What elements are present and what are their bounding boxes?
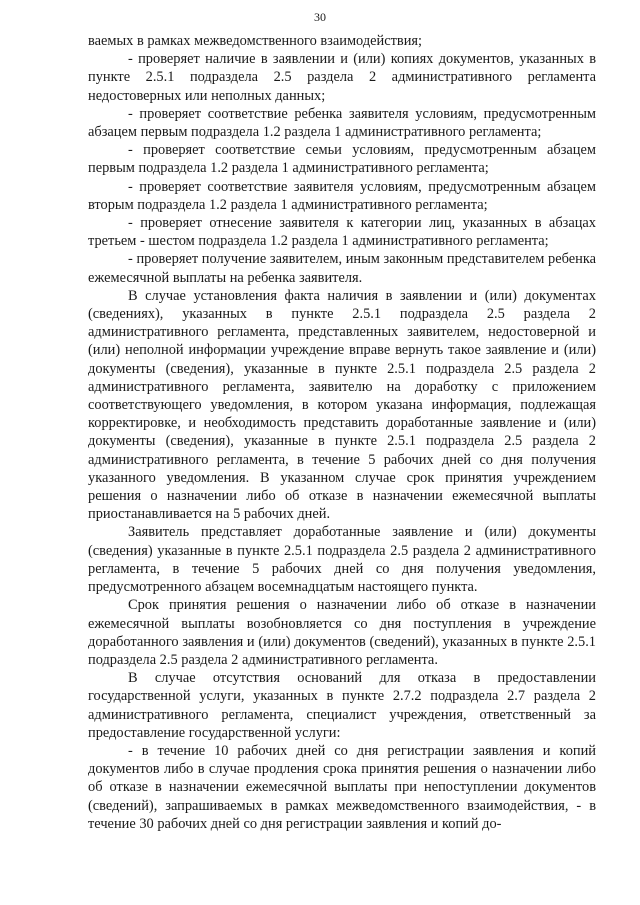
list-item: - проверяет соответствие заявителя условиям, предусмотренным абзацем вторым подраздела 1.2 раздела 1 административного регламента; (88, 178, 596, 213)
paragraph: В случае отсутствия оснований для отказа в предоставлении государственной услуги, указанных в пункте 2.7.2 подраздела 2.7 раздела 2 административного регламента, специалист учреждения, ответственный за предоставление государственной услуги: (88, 670, 596, 741)
list-item: - проверяет получение заявителем, иным законным представителем ребенка ежемесячной выплаты на ребенка заявителя. (88, 251, 596, 286)
page-number: 30 (314, 10, 326, 24)
paragraph: Заявитель представляет доработанные заявление и (или) документы (сведения) указанные в пункте 2.5.1 подраздела 2.5 раздела 2 административного регламента, в течение 5 рабочих дней со дня получения уведомления, предусмотренного абзацем восемнадцатым настоящего пункта. (88, 524, 596, 596)
document-body (88, 32, 596, 833)
paragraph: В случае установления факта наличия в заявлении и (или) документах (сведениях), указанных в пункте 2.5.1 подраздела 2.5 раздела 2 административного регламента, представленных заявителем, недостоверной и (или) неполной информации учреждение вправе вернуть такое заявление и (или) документы (сведения), указанные в пункте 2.5.1 подраздела 2.5 раздела 2 административного регламента, заявителю на доработку с приложением соответствующего уведомления, в котором указана информация, подлежащая корректировке, и необходимость представить доработанные заявление и (или) документы (сведения), указанные в пункте 2.5.1 подраздела 2.5 раздела 2 административного регламента, в течение 5 рабочих дней со дня получения указанного уведомления. В указанном случае срок принятия учреждением решения о назначении либо об отказе в назначении ежемесячной выплаты приостанавливается на 5 рабочих дней. (88, 287, 596, 523)
list-item: - проверяет соответствие ребенка заявителя условиям, предусмотренным абзацем первым подраздела 1.2 раздела 1 административного регламента; (88, 105, 596, 141)
list-item: - в течение 10 рабочих дней со дня регистрации заявления и копий документов либо в случае продления срока принятия решения о назначении либо об отказе в назначении ежемесячной выплаты при непоступлении документов (сведений), запрашиваемых в рамках межведомственного взаимодействия, - в течение 30 рабочих дней со дня регистрации заявления и копий до- (88, 742, 596, 832)
list-item: - проверяет отнесение заявителя к категории лиц, указанных в абзацах третьем - шестом подраздела 1.2 раздела 1 административного регламента; (88, 215, 596, 250)
paragraph: ваемых в рамках межведомственного взаимодействия; (88, 33, 423, 49)
paragraph: Срок принятия решения о назначении либо об отказе в назначении ежемесячной выплаты возобновляется со дня поступления в учреждение доработанного заявления и (или) документов (сведений), указанных в пункте 2.5.1 подраздела 2.5 раздела 2 административного регламента. (88, 597, 596, 668)
list-item: - проверяет соответствие семьи условиям, предусмотренным абзацем первым подраздела 1.2 раздела 1 административного регламента; (88, 142, 596, 177)
list-item: - проверяет наличие в заявлении и (или) копиях документов, указанных в пункте 2.5.1 подраздела 2.5 раздела 2 административного регламента недостоверных или неполных данных; (88, 51, 596, 104)
